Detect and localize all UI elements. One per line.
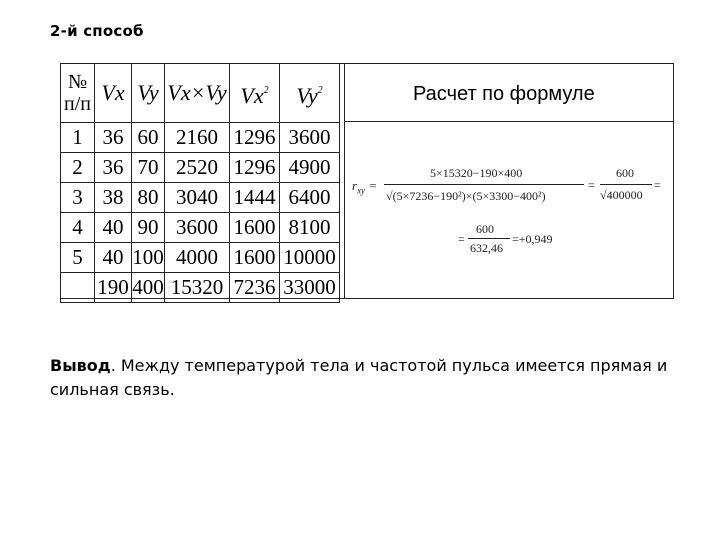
table-cell: 38 <box>95 183 132 213</box>
table-cell: 2520 <box>165 153 230 183</box>
table-cell: 4 <box>61 213 95 243</box>
table-cell: 2 <box>61 153 95 183</box>
formula-denominator-3: 632,46 <box>470 241 503 255</box>
fraction-line-3 <box>468 238 510 239</box>
table-cell: 8100 <box>280 213 340 243</box>
table-cell: 1296 <box>230 123 280 153</box>
col-header-vx-vy: Vx×Vy <box>165 64 230 123</box>
table-cell: 60 <box>132 123 165 153</box>
formula-numerator-2: 600 <box>616 166 634 180</box>
table-cell: 90 <box>132 213 165 243</box>
table-row <box>61 243 340 273</box>
col-header-vy-squared: Vy$^2$ <box>280 64 340 123</box>
table-cell: 5 <box>61 243 95 273</box>
conclusion-text <box>50 354 690 402</box>
table-cell: 3040 <box>165 183 230 213</box>
table-cell: 33000 <box>280 273 340 303</box>
table-cell: 6400 <box>280 183 340 213</box>
table-cell: 2160 <box>165 123 230 153</box>
table-cell: 3 <box>61 183 95 213</box>
formula-equals: = <box>654 178 661 192</box>
table-cell: 4900 <box>280 153 340 183</box>
col-header-vx: Vx <box>95 64 132 123</box>
table-cell: 10000 <box>280 243 340 273</box>
formula-equals: = <box>458 232 465 246</box>
conclusion-label: Вывод <box>50 356 111 375</box>
col-header-number: № п/п <box>61 64 95 123</box>
table-cell: 36 <box>95 153 132 183</box>
fraction-line-1 <box>384 184 584 185</box>
formula-denominator-2: √400000 <box>600 188 643 202</box>
formula-lhs: $r_{xy}$ = <box>352 178 378 196</box>
table-cell <box>61 273 95 303</box>
formula-numerator-1: 5×15320−190×400 <box>430 166 523 180</box>
formula-numerator-3: 600 <box>476 222 494 236</box>
table-row <box>61 153 340 183</box>
table-cell: 40 <box>95 213 132 243</box>
table-totals-row <box>61 273 340 303</box>
conclusion-body: . Между температурой тела и частотой пульса имеется прямая и сильная связь. <box>50 356 668 399</box>
formula-equals: = <box>588 178 595 192</box>
table-cell: 100 <box>132 243 165 273</box>
table-row <box>61 183 340 213</box>
calc-divider <box>344 63 345 299</box>
table-cell: 3600 <box>165 213 230 243</box>
table-cell: 1444 <box>230 183 280 213</box>
calc-title: Расчет по формуле <box>413 83 595 105</box>
table-row <box>61 123 340 153</box>
table-cell: 80 <box>132 183 165 213</box>
section-heading: 2-й способ <box>50 22 144 40</box>
table-cell: 40 <box>95 243 132 273</box>
col-header-vy: Vy <box>132 64 165 123</box>
table-cell: 36 <box>95 123 132 153</box>
table-cell: 1600 <box>230 213 280 243</box>
table-cell: 1 <box>61 123 95 153</box>
table-cell: 7236 <box>230 273 280 303</box>
table-row <box>61 213 340 243</box>
col-header-vx-squared: Vx$^2$ <box>230 64 280 123</box>
table-cell: 190 <box>95 273 132 303</box>
table-header-row <box>61 64 340 123</box>
table-cell: 1600 <box>230 243 280 273</box>
table-cell: 70 <box>132 153 165 183</box>
data-table <box>60 63 340 303</box>
table-cell: 4000 <box>165 243 230 273</box>
table-cell: 15320 <box>165 273 230 303</box>
formula-denominator-1: √(5×7236−190²)×(5×3300−400²) <box>386 189 546 203</box>
fraction-line-2 <box>600 184 652 185</box>
table-cell: 400 <box>132 273 165 303</box>
table-cell: 3600 <box>280 123 340 153</box>
table-cell: 1296 <box>230 153 280 183</box>
calc-header-divider <box>344 121 674 122</box>
formula-result: =+0,949 <box>512 232 553 246</box>
